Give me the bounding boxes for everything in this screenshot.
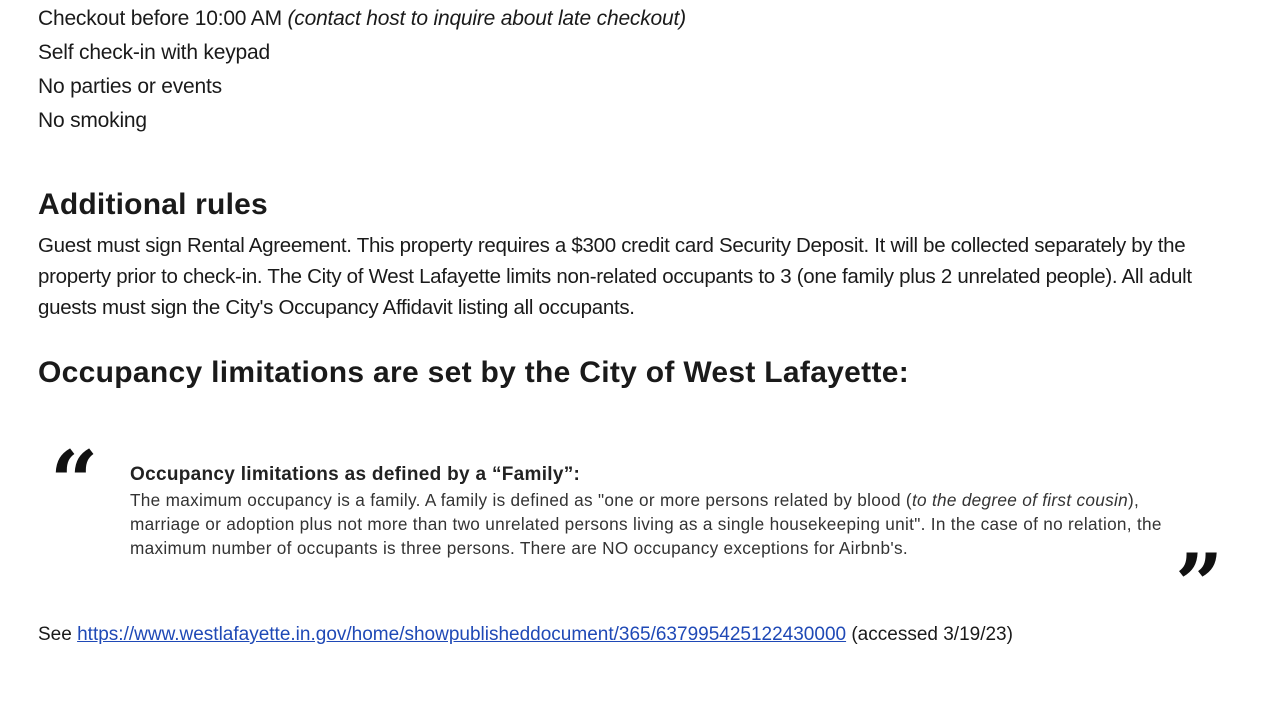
- quote-body-part1: The maximum occupancy is a family. A family is defined as "one or more persons related by blood (: [130, 490, 912, 510]
- source-prefix: See: [38, 624, 72, 645]
- occupancy-heading: Occupancy limitations are set by the City of West Lafayette:: [38, 356, 910, 389]
- rule-no-smoking: No smoking: [38, 109, 147, 132]
- quote-title: Occupancy limitations as defined by a “Family”:: [130, 464, 581, 485]
- house-rules-list: [38, 2, 686, 138]
- source-suffix: (accessed 3/19/23): [851, 624, 1013, 645]
- rule-self-checkin: Self check-in with keypad: [38, 41, 270, 64]
- additional-rules-heading: Additional rules: [38, 188, 268, 221]
- checkout-note: (contact host to inquire about late checkout): [287, 7, 686, 30]
- open-quote-icon: “: [50, 432, 99, 531]
- quote-body-part2: ), marriage or adoption plus not more than two unrelated persons living as a single housekeeping unit". In the case of no relation, the maximum number of occupants is three persons. There are NO occupancy exceptions for Airbnb's.: [130, 490, 1162, 558]
- additional-rules-body: Guest must sign Rental Agreement. This property requires a $300 credit card Security Deposit. It will be collected separately by the property prior to check-in. The City of West Lafayette limits non-related occupants to 3 (one family plus 2 unrelated people). All adult guests must sign the City's Occupancy Affidavit listing all occupants.: [38, 234, 1192, 319]
- source-line: [38, 622, 1013, 648]
- rule-no-parties: No parties or events: [38, 75, 222, 98]
- rule-checkout: [38, 2, 686, 36]
- quote-body-italic: to the degree of first cousin: [911, 490, 1128, 510]
- close-quote-icon: ”: [1175, 535, 1224, 634]
- quote-body: [130, 488, 1175, 560]
- checkout-text: Checkout before 10:00 AM: [38, 7, 282, 30]
- source-link[interactable]: https://www.westlafayette.in.gov/home/showpublisheddocument/365/637995425122430000: [77, 624, 847, 645]
